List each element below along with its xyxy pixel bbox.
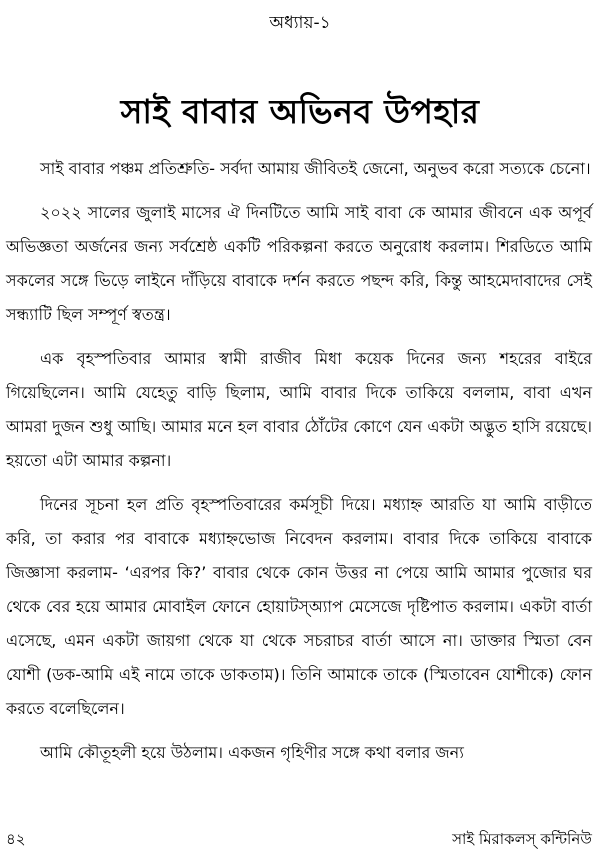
page-number: ৪২ (6, 830, 26, 848)
paragraph: সাই বাবার পঞ্চম প্রতিশ্রুতি- সর্বদা আমায় জীবিতই জেনো, অনুভব করো সত্যকে চেনো। (40, 159, 591, 178)
running-book-title: সাই মিরাকলস্ কন্টিনিউ (452, 830, 592, 848)
paragraph: আমি কৌতূহলী হয়ে উঠলাম। একজন গৃহিণীর সঙ্গে কথা বলার জন্য (40, 743, 464, 762)
body-text (6, 152, 592, 780)
page-title: সাই বাবার অভিনব উপহার (120, 92, 480, 131)
paragraph: ২০২২ সালের জুলাই মাসের ঐ দিনটিতে আমি সাই বাবা কে আমার জীবনে এক অপূর্ব অভিজ্ঞতা অর্জনের জন্য সর্বশ্রেষ্ঠ একটি পরিকল্পনা করতে অনুরোধ করলাম। শিরডিতে আমি সকলের সঙ্গে ভিড়ে লাইনে দাঁড়িয়ে বাবাকে দর্শন করতে পছন্দ করি, কিন্তু আহমেদাবাদের সেই সন্ধ্যাটি ছিল সম্পূর্ণ স্বতন্ত্র। (6, 203, 592, 324)
paragraph: এক বৃহস্পতিবার আমার স্বামী রাজীব মিধা কয়েক দিনের জন্য শহরের বাইরে গিয়েছিলেন। আমি যেহেতু বাড়ি ছিলাম, আমি বাবার দিকে তাকিয়ে বললাম, বাবা এখন আমরা দুজন শুধু আছি। আমার মনে হল বাবার ঠোঁটের কোণে যেন একটা অদ্ভুত হাসি রয়েছে। হয়তো এটা আমার কল্পনা। (6, 349, 592, 470)
chapter-label: অধ্যায়-১ (269, 13, 331, 33)
paragraph: দিনের সূচনা হল প্রতি বৃহস্পতিবারের কর্মসূচী দিয়ে। মধ্যাহ্ন আরতি যা আমি বাড়ীতে করি, তা করার পর বাবাকে মধ্যাহ্নভোজ নিবেদন করলাম। বাবার দিকে তাকিয়ে বাবাকে জিজ্ঞাসা করলাম- ‘এরপর কি?’ বাবার থেকে কোন উত্তর না পেয়ে আমি আমার পুজোর ঘর থেকে বের হয়ে আমার মোবাইল ফোনে হোয়াটস্অ্যাপ মেসেজে দৃষ্টিপাত করলাম। একটা বার্তা এসেছে, এমন একটা জায়গা থেকে যা থেকে সচরাচর বার্তা আসে না। ডাক্তার স্মিতা বেন যোশী (ডক-আমি এই নামে তাকে ডাকতাম)। তিনি আমাকে তাকে (স্মিতাবেন যোশীকে) ফোন করতে বলেছিলেন। (6, 495, 592, 718)
